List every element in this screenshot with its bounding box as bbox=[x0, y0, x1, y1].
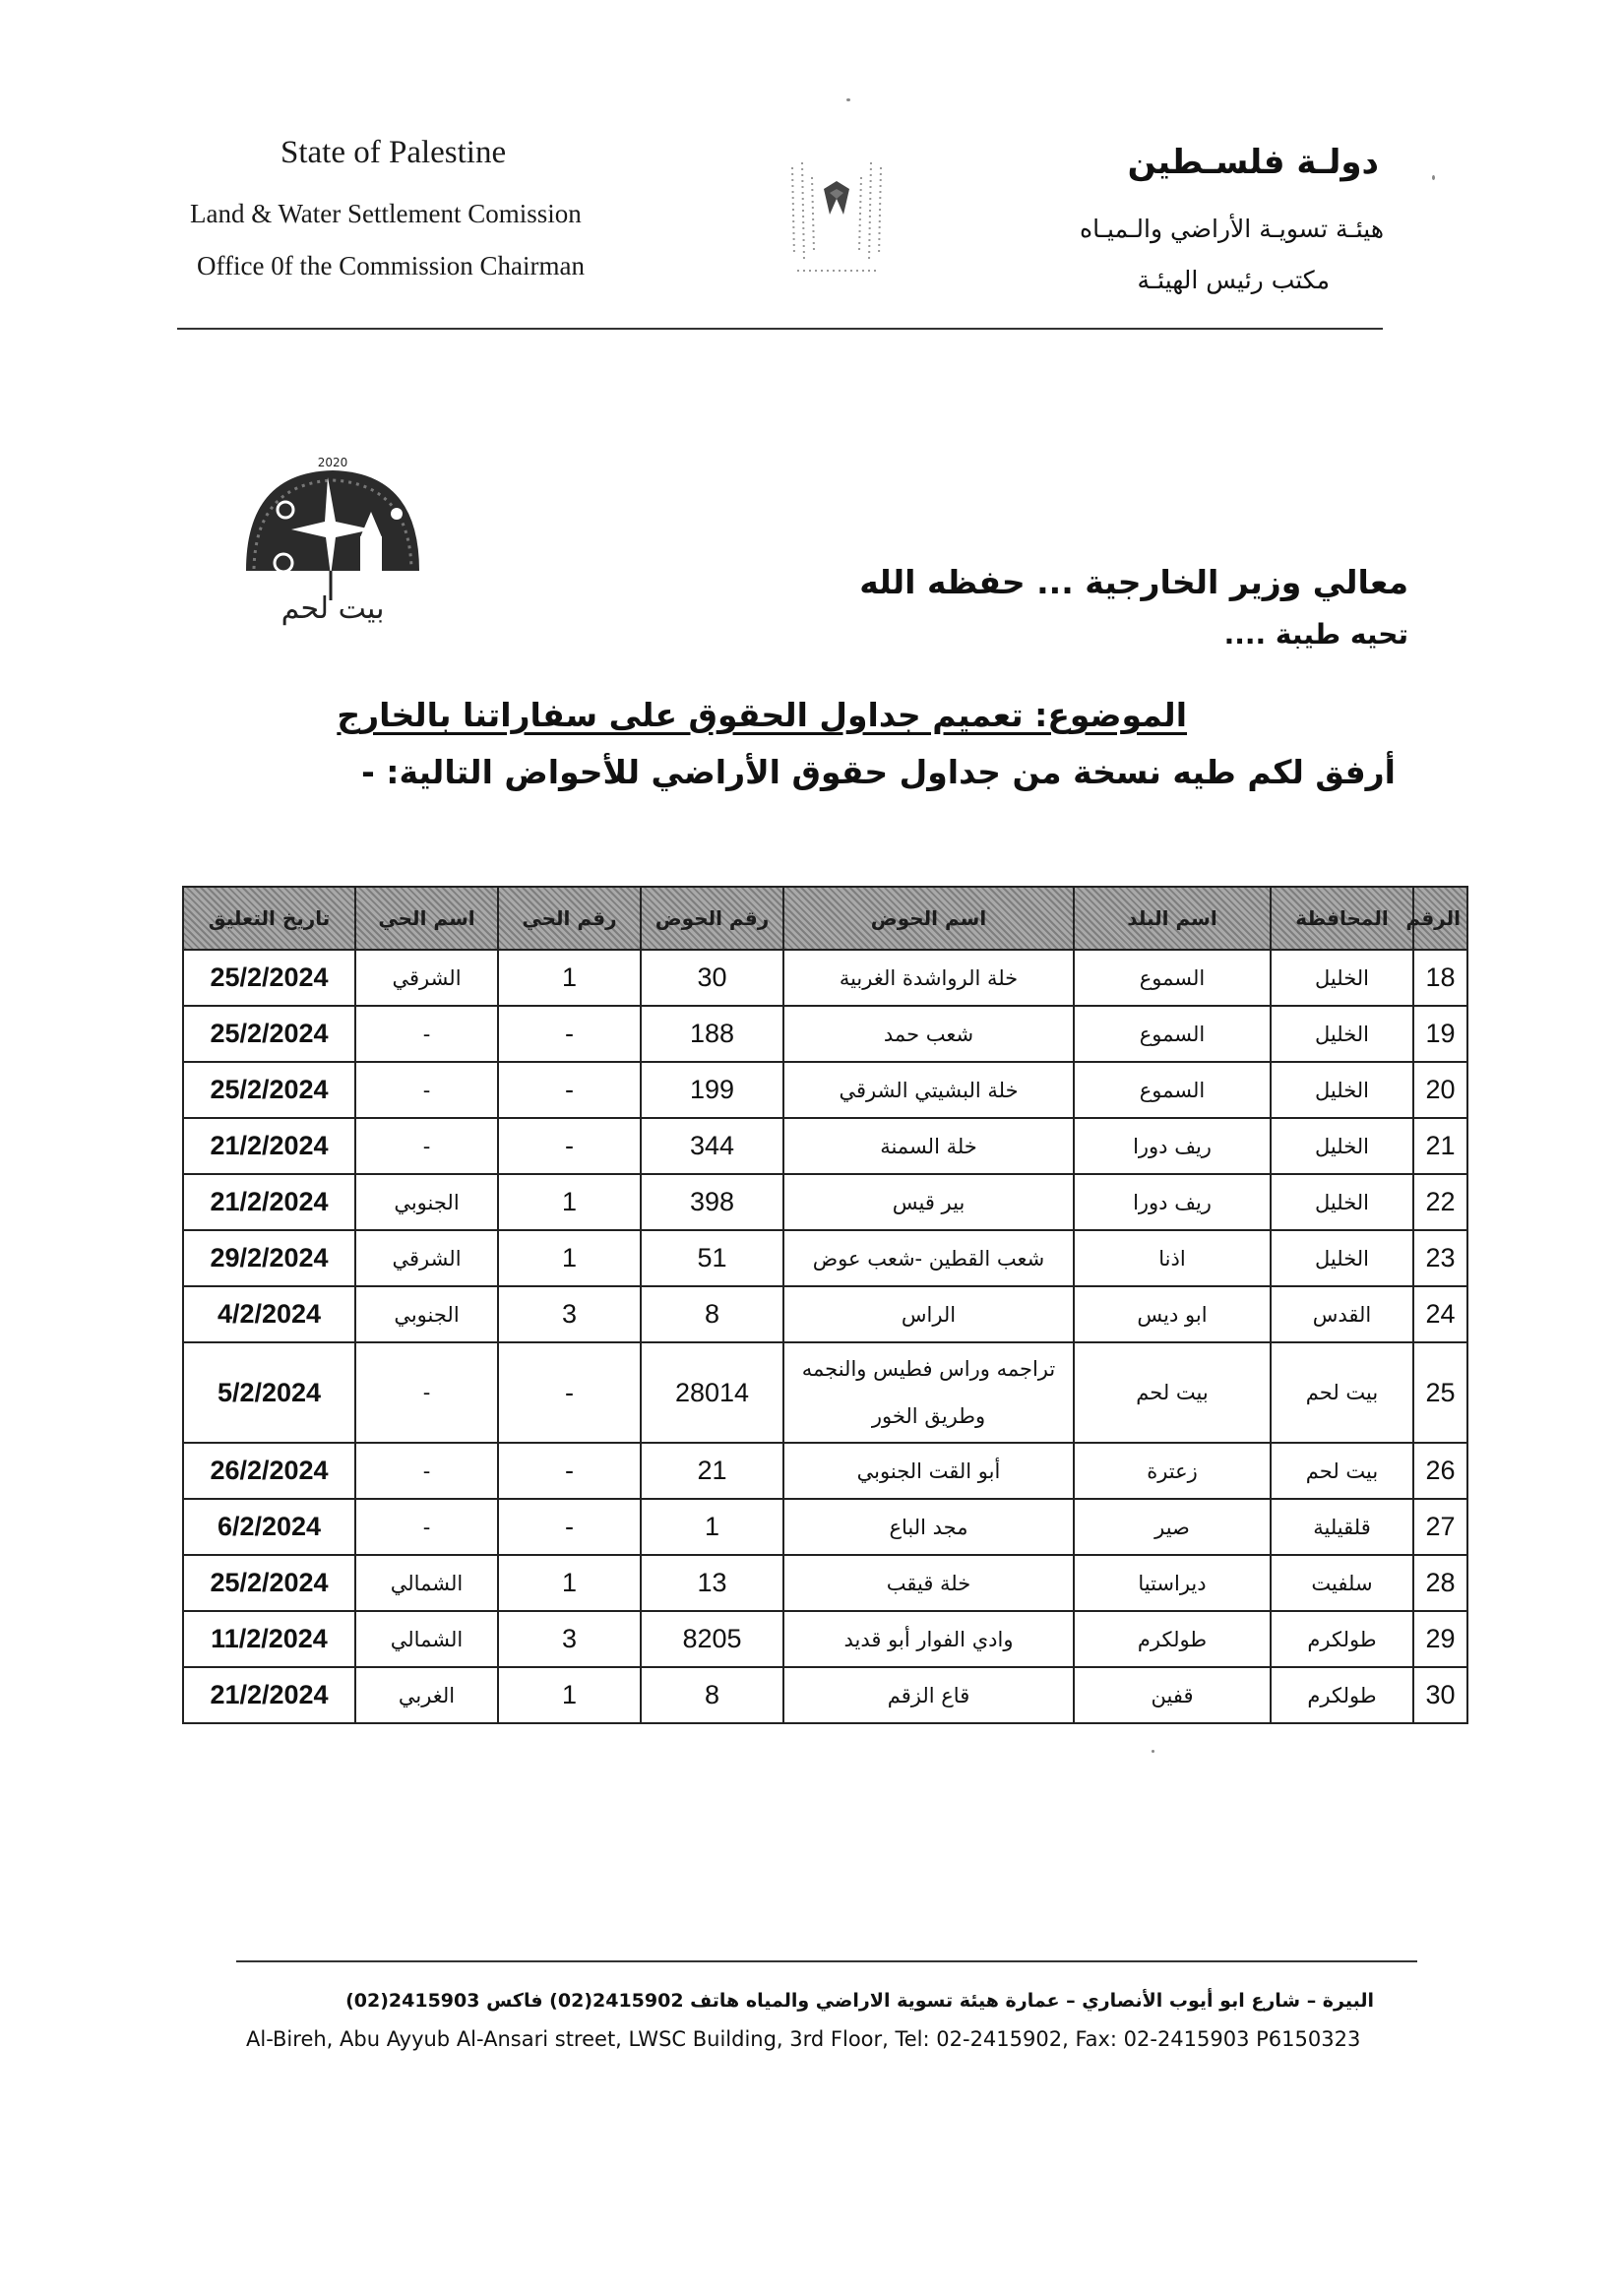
cell-governorate: القدس bbox=[1271, 1286, 1413, 1342]
cell-basin-number: 21 bbox=[641, 1443, 783, 1499]
salutation: معالي وزير الخارجية ... حفظه الله bbox=[859, 563, 1408, 601]
cell-quarter-name: الشرقي bbox=[355, 1230, 498, 1286]
cell-posting-date: 29/2/2024 bbox=[183, 1230, 355, 1286]
cell-number: 19 bbox=[1413, 1006, 1467, 1062]
cell-quarter-name: الجنوبي bbox=[355, 1174, 498, 1230]
cell-governorate: بيت لحم bbox=[1271, 1443, 1413, 1499]
cell-quarter-number: - bbox=[498, 1006, 641, 1062]
cell-town: قفين bbox=[1074, 1667, 1271, 1723]
header-basin-number: رقم الحوض bbox=[641, 887, 783, 950]
table-row bbox=[183, 1118, 1467, 1174]
letterhead-arabic-office: مكتب رئيس الهيئـة bbox=[1137, 266, 1330, 294]
letterhead-english-title: State of Palestine bbox=[280, 135, 507, 170]
cell-governorate: سلفيت bbox=[1271, 1555, 1413, 1611]
letterhead-arabic-title: دولـة فلسـطين bbox=[1127, 143, 1379, 182]
cell-number: 24 bbox=[1413, 1286, 1467, 1342]
footer-address-english: Al-Bireh, Abu Ayyub Al-Ansari street, LWSC Building, 3rd Floor, Tel: 02-2415902, Fax: 02-2415903 P6150323 bbox=[246, 2027, 1361, 2051]
cell-quarter-name: الغربي bbox=[355, 1667, 498, 1723]
cell-posting-date: 21/2/2024 bbox=[183, 1667, 355, 1723]
cell-quarter-number: 1 bbox=[498, 1174, 641, 1230]
cell-quarter-number: - bbox=[498, 1499, 641, 1555]
cell-quarter-name: - bbox=[355, 1118, 498, 1174]
table-row bbox=[183, 1443, 1467, 1499]
cell-quarter-name: - bbox=[355, 1499, 498, 1555]
cell-posting-date: 6/2/2024 bbox=[183, 1499, 355, 1555]
footer-address-arabic: البيرة – شارع ابو أيوب الأنصاري – عمارة هيئة تسوية الاراضي والمياه هاتف 2415902(02) فاكس 2415903(02) bbox=[345, 1990, 1374, 2012]
cell-number: 23 bbox=[1413, 1230, 1467, 1286]
cell-quarter-number: 1 bbox=[498, 1230, 641, 1286]
cell-governorate: الخليل bbox=[1271, 1118, 1413, 1174]
cell-town: طولكرم bbox=[1074, 1611, 1271, 1667]
cell-basin-name: تراجمه وراس فطيس والنجمه وطريق الخور bbox=[783, 1342, 1074, 1443]
header-number: الرقم bbox=[1413, 887, 1467, 950]
cell-basin-name: خلة البشيتي الشرقي bbox=[783, 1062, 1074, 1118]
table-row bbox=[183, 1062, 1467, 1118]
land-rights-table bbox=[182, 886, 1468, 1724]
cell-basin-name: مجد الباع bbox=[783, 1499, 1074, 1555]
cell-number: 27 bbox=[1413, 1499, 1467, 1555]
cell-quarter-number: 3 bbox=[498, 1611, 641, 1667]
scan-speck bbox=[846, 98, 850, 101]
cell-governorate: الخليل bbox=[1271, 1174, 1413, 1230]
cell-quarter-name: الشرقي bbox=[355, 950, 498, 1006]
cell-posting-date: 25/2/2024 bbox=[183, 1006, 355, 1062]
cell-governorate: بيت لحم bbox=[1271, 1342, 1413, 1443]
cell-number: 29 bbox=[1413, 1611, 1467, 1667]
cell-town: السموع bbox=[1074, 1062, 1271, 1118]
table-row bbox=[183, 1006, 1467, 1062]
cell-basin-number: 8 bbox=[641, 1667, 783, 1723]
palestine-emblem-icon bbox=[782, 138, 891, 285]
cell-basin-number: 51 bbox=[641, 1230, 783, 1286]
cell-basin-number: 30 bbox=[641, 950, 783, 1006]
header-governorate: المحافظة bbox=[1271, 887, 1413, 950]
cell-number: 20 bbox=[1413, 1062, 1467, 1118]
cell-basin-number: 8 bbox=[641, 1286, 783, 1342]
table-row bbox=[183, 1611, 1467, 1667]
cell-posting-date: 25/2/2024 bbox=[183, 1555, 355, 1611]
intro-paragraph: أرفق لكم طيه نسخة من جداول حقوق الأراضي للأحواض التالية: - bbox=[361, 753, 1396, 791]
cell-town: السموع bbox=[1074, 1006, 1271, 1062]
header-divider bbox=[177, 328, 1383, 330]
cell-quarter-number: 3 bbox=[498, 1286, 641, 1342]
cell-quarter-number: 1 bbox=[498, 950, 641, 1006]
cell-basin-number: 199 bbox=[641, 1062, 783, 1118]
cell-basin-number: 28014 bbox=[641, 1342, 783, 1443]
cell-town: صير bbox=[1074, 1499, 1271, 1555]
cell-town: ريف دورا bbox=[1074, 1174, 1271, 1230]
cell-town: ديراستيا bbox=[1074, 1555, 1271, 1611]
subject-line: الموضوع: تعميم جداول الحقوق على سفاراتنا بالخارج bbox=[337, 696, 1187, 734]
header-town: اسم البلد bbox=[1074, 887, 1271, 950]
cell-town: السموع bbox=[1074, 950, 1271, 1006]
cell-number: 26 bbox=[1413, 1443, 1467, 1499]
letterhead-english-office: Office 0f the Commission Chairman bbox=[197, 251, 585, 280]
cell-quarter-name: - bbox=[355, 1006, 498, 1062]
cell-posting-date: 25/2/2024 bbox=[183, 950, 355, 1006]
cell-town: بيت لحم bbox=[1074, 1342, 1271, 1443]
table-row bbox=[183, 1342, 1467, 1443]
header-posting-date: تاريخ التعليق bbox=[183, 887, 355, 950]
cell-basin-name: قاع الزقم bbox=[783, 1667, 1074, 1723]
header-quarter-number: رقم الحي bbox=[498, 887, 641, 950]
table-row bbox=[183, 1230, 1467, 1286]
cell-number: 30 bbox=[1413, 1667, 1467, 1723]
cell-basin-name: أبو القت الجنوبي bbox=[783, 1443, 1074, 1499]
cell-posting-date: 21/2/2024 bbox=[183, 1174, 355, 1230]
header-basin-name: اسم الحوض bbox=[783, 887, 1074, 950]
cell-number: 21 bbox=[1413, 1118, 1467, 1174]
cell-basin-name: خلة السمنة bbox=[783, 1118, 1074, 1174]
table-row bbox=[183, 1667, 1467, 1723]
cell-quarter-name: الجنوبي bbox=[355, 1286, 498, 1342]
table-row bbox=[183, 1286, 1467, 1342]
table-body bbox=[183, 950, 1467, 1723]
cell-town: ابو ديس bbox=[1074, 1286, 1271, 1342]
cell-town: زعترة bbox=[1074, 1443, 1271, 1499]
cell-basin-name: الراس bbox=[783, 1286, 1074, 1342]
table-row bbox=[183, 1499, 1467, 1555]
cell-quarter-number: - bbox=[498, 1062, 641, 1118]
cell-posting-date: 21/2/2024 bbox=[183, 1118, 355, 1174]
cell-governorate: الخليل bbox=[1271, 1230, 1413, 1286]
cell-quarter-name: الشمالي bbox=[355, 1611, 498, 1667]
cell-posting-date: 4/2/2024 bbox=[183, 1286, 355, 1342]
cell-posting-date: 11/2/2024 bbox=[183, 1611, 355, 1667]
cell-town: ريف دورا bbox=[1074, 1118, 1271, 1174]
cell-posting-date: 26/2/2024 bbox=[183, 1443, 355, 1499]
table-row bbox=[183, 1174, 1467, 1230]
cell-basin-number: 398 bbox=[641, 1174, 783, 1230]
cell-posting-date: 25/2/2024 bbox=[183, 1062, 355, 1118]
cell-quarter-number: 1 bbox=[498, 1667, 641, 1723]
cell-quarter-name: - bbox=[355, 1062, 498, 1118]
cell-number: 28 bbox=[1413, 1555, 1467, 1611]
svg-text:بيت لحم: بيت لحم bbox=[280, 591, 385, 626]
cell-posting-date: 5/2/2024 bbox=[183, 1342, 355, 1443]
cell-quarter-name: - bbox=[355, 1342, 498, 1443]
cell-basin-number: 13 bbox=[641, 1555, 783, 1611]
cell-governorate: الخليل bbox=[1271, 950, 1413, 1006]
bethlehem-2020-logo bbox=[234, 453, 431, 630]
cell-basin-number: 188 bbox=[641, 1006, 783, 1062]
table-row bbox=[183, 950, 1467, 1006]
cell-number: 22 bbox=[1413, 1174, 1467, 1230]
cell-basin-name: خلة الرواشدة الغربية bbox=[783, 950, 1074, 1006]
table-header-row bbox=[183, 887, 1467, 950]
cell-basin-number: 1 bbox=[641, 1499, 783, 1555]
cell-governorate: الخليل bbox=[1271, 1006, 1413, 1062]
greeting: تحيه طيبة .... bbox=[1223, 618, 1408, 651]
cell-governorate: الخليل bbox=[1271, 1062, 1413, 1118]
cell-number: 25 bbox=[1413, 1342, 1467, 1443]
cell-governorate: طولكرم bbox=[1271, 1611, 1413, 1667]
cell-number: 18 bbox=[1413, 950, 1467, 1006]
letterhead-arabic-commission: هيئـة تسويـة الأراضي والـميـاه bbox=[1080, 215, 1384, 243]
cell-governorate: قلقيلية bbox=[1271, 1499, 1413, 1555]
cell-quarter-number: 1 bbox=[498, 1555, 641, 1611]
cell-basin-name: شعب القطين -شعب عوض bbox=[783, 1230, 1074, 1286]
cell-quarter-number: - bbox=[498, 1118, 641, 1174]
cell-quarter-number: - bbox=[498, 1443, 641, 1499]
cell-quarter-number: - bbox=[498, 1342, 641, 1443]
scan-speck bbox=[1152, 1750, 1154, 1753]
footer-divider bbox=[236, 1960, 1417, 1962]
cell-basin-name: شعب حمد bbox=[783, 1006, 1074, 1062]
header-quarter-name: اسم الحي bbox=[355, 887, 498, 950]
cell-basin-number: 344 bbox=[641, 1118, 783, 1174]
cell-governorate: طولكرم bbox=[1271, 1667, 1413, 1723]
scan-speck bbox=[1432, 175, 1435, 180]
letterhead-english-commission: Land & Water Settlement Comission bbox=[190, 199, 582, 228]
cell-basin-number: 8205 bbox=[641, 1611, 783, 1667]
cell-basin-name: خلة قيقب bbox=[783, 1555, 1074, 1611]
cell-quarter-name: - bbox=[355, 1443, 498, 1499]
table-row bbox=[183, 1555, 1467, 1611]
cell-basin-name: وادي الفوار أبو قديد bbox=[783, 1611, 1074, 1667]
cell-basin-name: بير قيس bbox=[783, 1174, 1074, 1230]
cell-quarter-name: الشمالي bbox=[355, 1555, 498, 1611]
cell-town: اذنا bbox=[1074, 1230, 1271, 1286]
svg-text:2020: 2020 bbox=[317, 456, 348, 469]
